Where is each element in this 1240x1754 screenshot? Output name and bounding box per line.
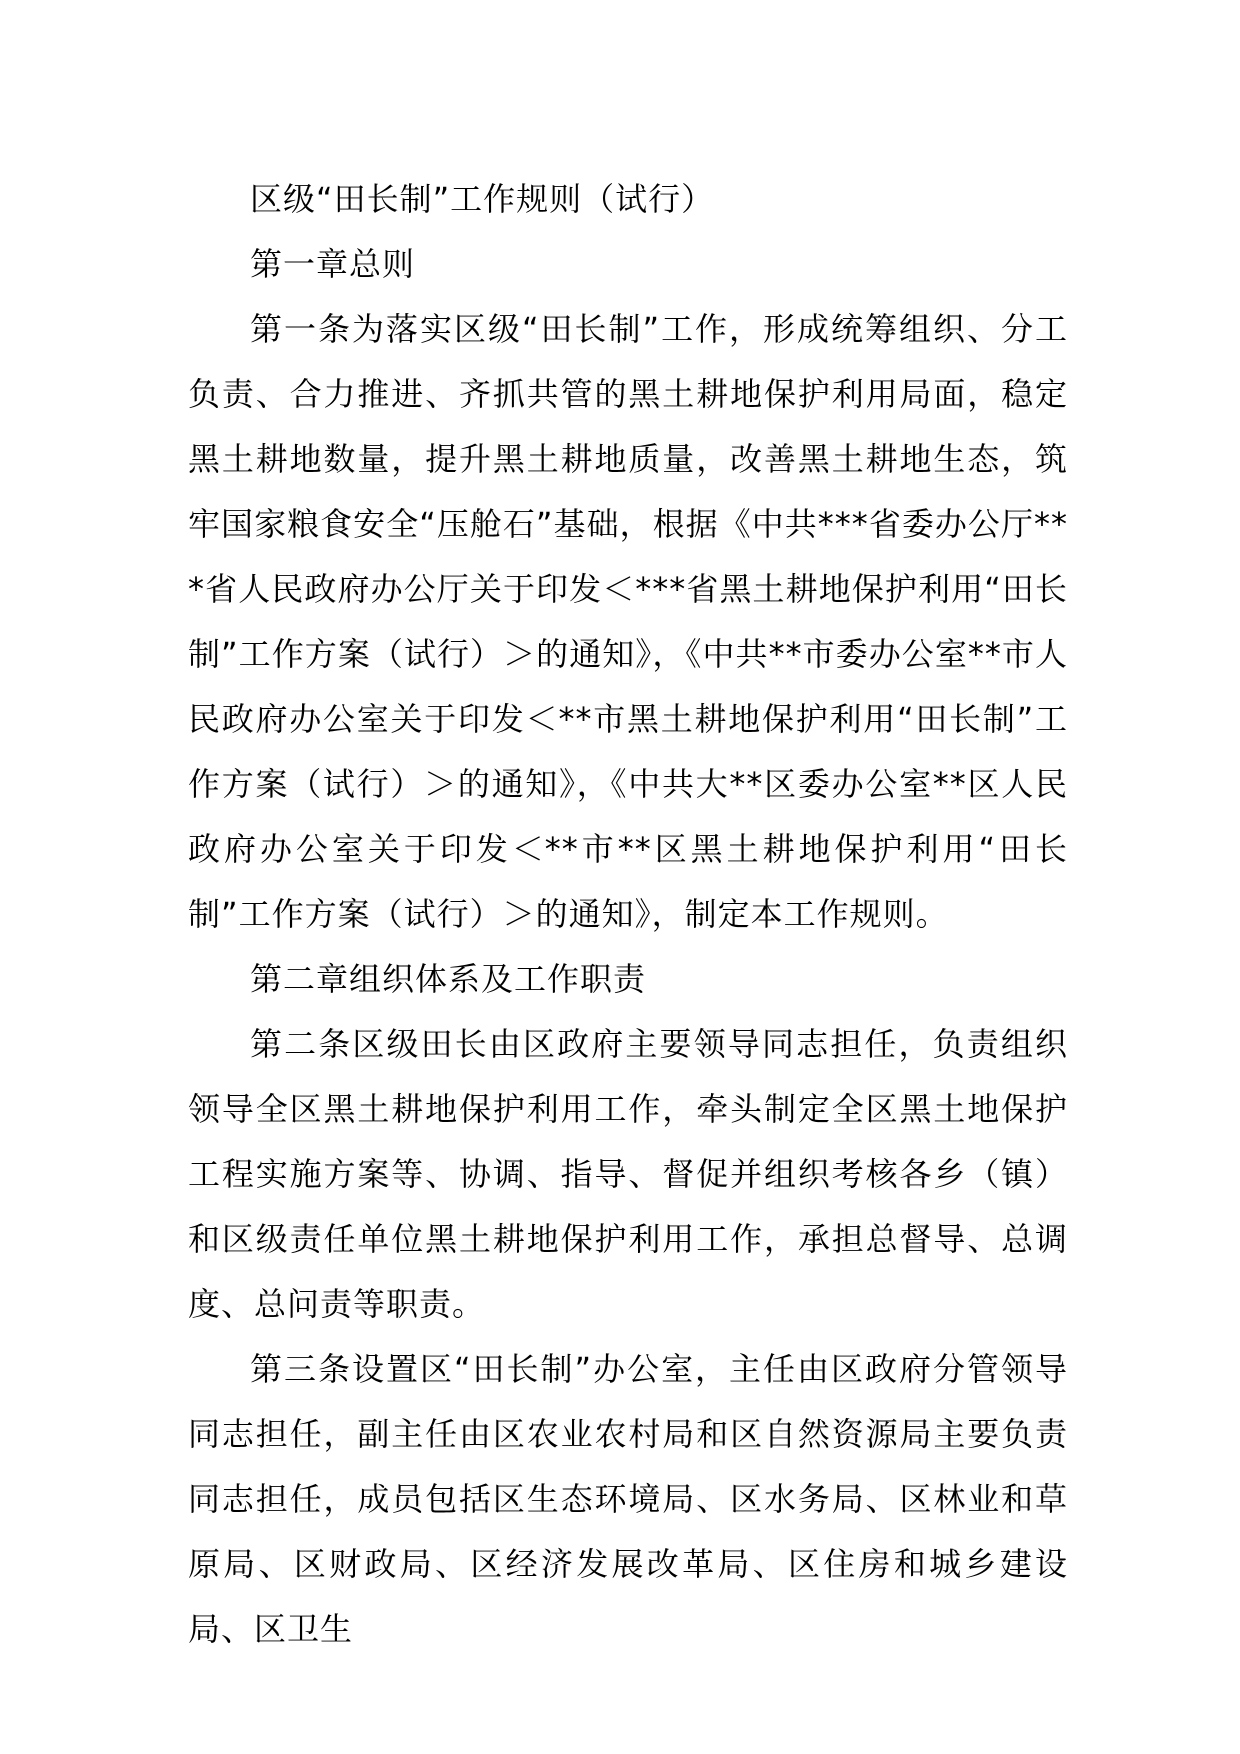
article-2-paragraph: 第二条区级田长由区政府主要领导同志担任，负责组织领导全区黑土耕地保护利用工作，牵头制定全区黑土地保护工程实施方案等、协调、指导、督促并组织考核各乡（镇）和区级责任单位黑土耕地保护利用工作，承担总督导、总调度、总问责等职责。	[188, 1025, 1068, 1323]
article-3-paragraph: 第三条设置区“田长制”办公室，主任由区政府分管领导同志担任，副主任由区农业农村局和区自然资源局主要负责同志担任，成员包括区生态环境局、区水务局、区林业和草原局、区财政局、区经济发展改革局、区住房和城乡建设局、区卫生	[188, 1350, 1068, 1648]
document-body	[188, 167, 1068, 1662]
document-title: 区级“田长制”工作规则（试行）	[250, 180, 715, 218]
chapter-heading-1: 第一章总则	[250, 245, 416, 283]
article-1-paragraph: 第一条为落实区级“田长制”工作，形成统筹组织、分工负责、合力推进、齐抓共管的黑土耕地保护利用局面，稳定黑土耕地数量，提升黑土耕地质量，改善黑土耕地生态，筑牢国家粮食安全“压舱石”基础，根据《中共***省委办公厅***省人民政府办公厅关于印发＜***省黑土耕地保护利用“田长制”工作方案（试行）＞的通知》，《中共**市委办公室**市人民政府办公室关于印发＜**市黑土耕地保护利用“田长制”工作方案（试行）＞的通知》，《中共大**区委办公室**区人民政府办公室关于印发＜**市**区黑土耕地保护利用“田长制”工作方案（试行）＞的通知》，制定本工作规则。	[188, 310, 1068, 933]
chapter-heading-2: 第二章组织体系及工作职责	[250, 960, 647, 998]
